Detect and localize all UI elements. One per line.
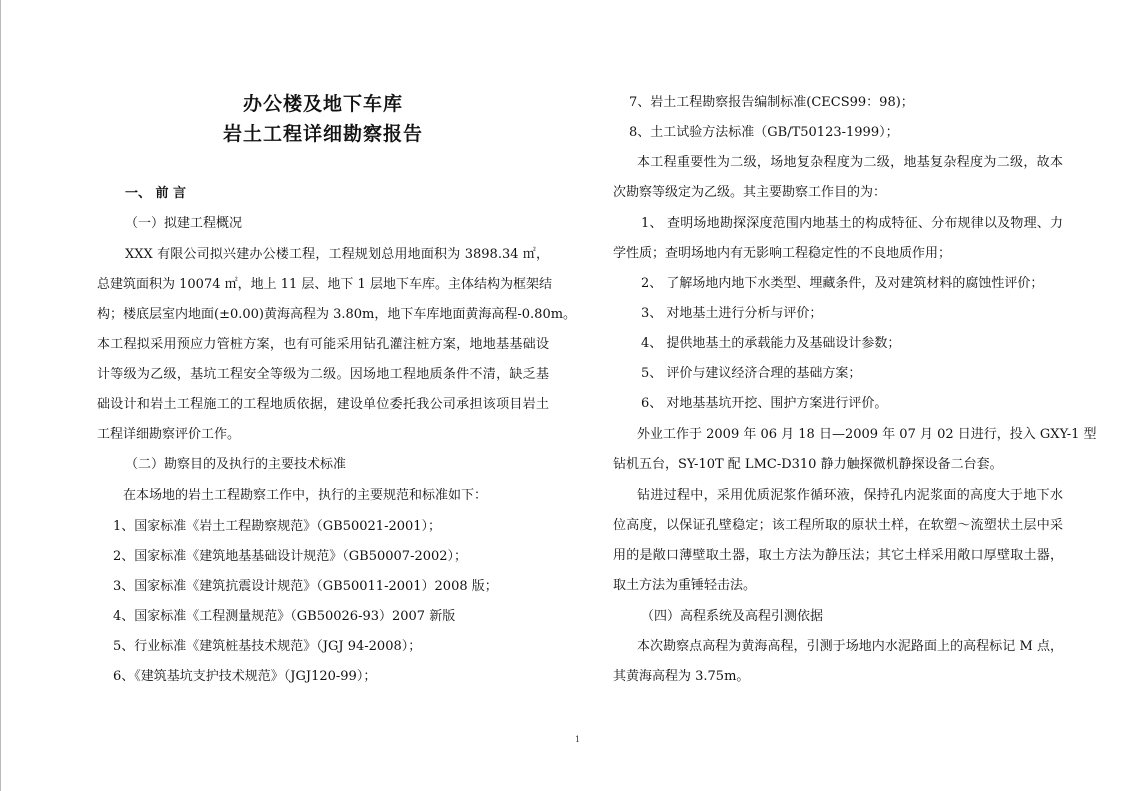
- paragraph-line: 本工程重要性为二级，场地复杂程度为二级，地基复杂程度为二级，故本: [637, 155, 1063, 170]
- paragraph-line: 构；楼底层室内地面(±0.00)黄海高程为 3.80m，地下车库地面黄海高程-0.80m。: [97, 307, 577, 322]
- document-title-line2: 岩土工程详细勘察报告: [222, 123, 423, 145]
- paragraph-line: XXX 有限公司拟兴建办公楼工程，工程规划总用地面积为 3898.34 ㎡，: [125, 247, 549, 262]
- paragraph-line: 钻机五台，SY-10T 配 LMC-D310 静力触探微机静探设备二台套。: [613, 457, 1003, 472]
- standard-list-item: 8、土工试验方法标准（GB/T50123-1999）；: [629, 125, 899, 140]
- paragraph-line: 取土方法为重锤轻击法。: [613, 578, 757, 593]
- document-title-line1: 办公楼及地下车库: [242, 93, 403, 115]
- subsection-heading-elevation: （四）高程系统及高程引测依据: [641, 609, 824, 624]
- paragraph-line: 次勘察等级定为乙级。其主要勘察工作目的为：: [613, 185, 887, 200]
- goal-item: 4、 提供地基土的承载能力及基础设计参数；: [641, 336, 901, 351]
- paragraph-line: 其黄海高程为 3.75m。: [613, 669, 750, 684]
- paragraph-line: 外业工作于 2009 年 06 月 18 日—2009 年 07 月 02 日进行，投入 GXY-1 型: [637, 427, 1097, 442]
- standard-list-item: 4、国家标准《工程测量规范》（GB50026-93）2007 新版: [113, 609, 456, 624]
- paragraph-line: 总建筑面积为 10074 ㎡，地上 11 层、地下 1 层地下车库。主体结构为框架结: [97, 277, 552, 292]
- paragraph-line: 本工程拟采用预应力管桩方案，也有可能采用钻孔灌注桩方案，地地基基础设: [97, 337, 549, 352]
- standard-list-item: 2、国家标准《建筑地基基础设计规范》（GB50007-2002）；: [113, 549, 468, 564]
- paragraph-line: 本次勘察点高程为黄海高程，引测于场地内水泥路面上的高程标记 M 点，: [637, 639, 1063, 654]
- standards-intro: 在本场地的岩土工程勘察工作中，执行的主要规范和标准如下：: [123, 488, 488, 503]
- goal-item: 1、 查明场地勘探深度范围内地基土的构成特征、分布规律以及物理、力: [641, 216, 1063, 231]
- goal-item-continuation: 学性质；查明场地内有无影响工程稳定性的不良地质作用；: [613, 246, 952, 261]
- paragraph-line: 工程详细勘察评价工作。: [97, 427, 241, 442]
- goal-item: 5、 评价与建议经济合理的基础方案；: [641, 366, 862, 381]
- paragraph-line: 位高度，以保证孔壁稳定；该工程所取的原状土样，在软塑～流塑状土层中采: [613, 518, 1063, 533]
- goal-item: 2、 了解场地内地下水类型、埋藏条件，及对建筑材料的腐蚀性评价；: [641, 276, 1044, 291]
- section-heading-preface: 一、 前 言: [125, 186, 187, 201]
- subsection-heading-project-overview: （一）拟建工程概况: [125, 216, 243, 231]
- paragraph-line: 计等级为乙级，基坑工程安全等级为二级。因场地工程地质条件不清，缺乏基: [97, 367, 549, 382]
- page-number: 1: [575, 735, 581, 744]
- subsection-heading-survey-purpose: （二）勘察目的及执行的主要技术标准: [125, 457, 347, 472]
- standard-list-item: 3、国家标准《建筑抗震设计规范》（GB50011-2001）2008 版；: [113, 579, 498, 594]
- goal-item: 6、 对地基基坑开挖、围护方案进行评价。: [641, 396, 888, 411]
- standard-list-item: 5、行业标准《建筑桩基技术规范》（JGJ 94-2008）；: [113, 639, 422, 654]
- standard-list-item: 7、岩土工程勘察报告编制标准(CECS99：98)；: [629, 95, 914, 110]
- paragraph-line: 础设计和岩土工程施工的工程地质依据，建设单位委托我公司承担该项目岩土: [97, 397, 549, 412]
- paragraph-line: 用的是敞口薄壁取土器，取土方法为静压法；其它土样采用敞口厚壁取土器，: [613, 548, 1063, 563]
- standard-list-item: 1、国家标准《岩土工程勘察规范》（GB50021-2001）；: [113, 519, 442, 534]
- goal-item: 3、 对地基土进行分析与评价；: [641, 306, 823, 321]
- standard-list-item: 6、《建筑基坑支护技术规范》（JGJ120-99）；: [113, 669, 377, 684]
- paragraph-line: 钻进过程中，采用优质泥浆作循环液，保持孔内泥浆面的高度大于地下水: [637, 488, 1063, 503]
